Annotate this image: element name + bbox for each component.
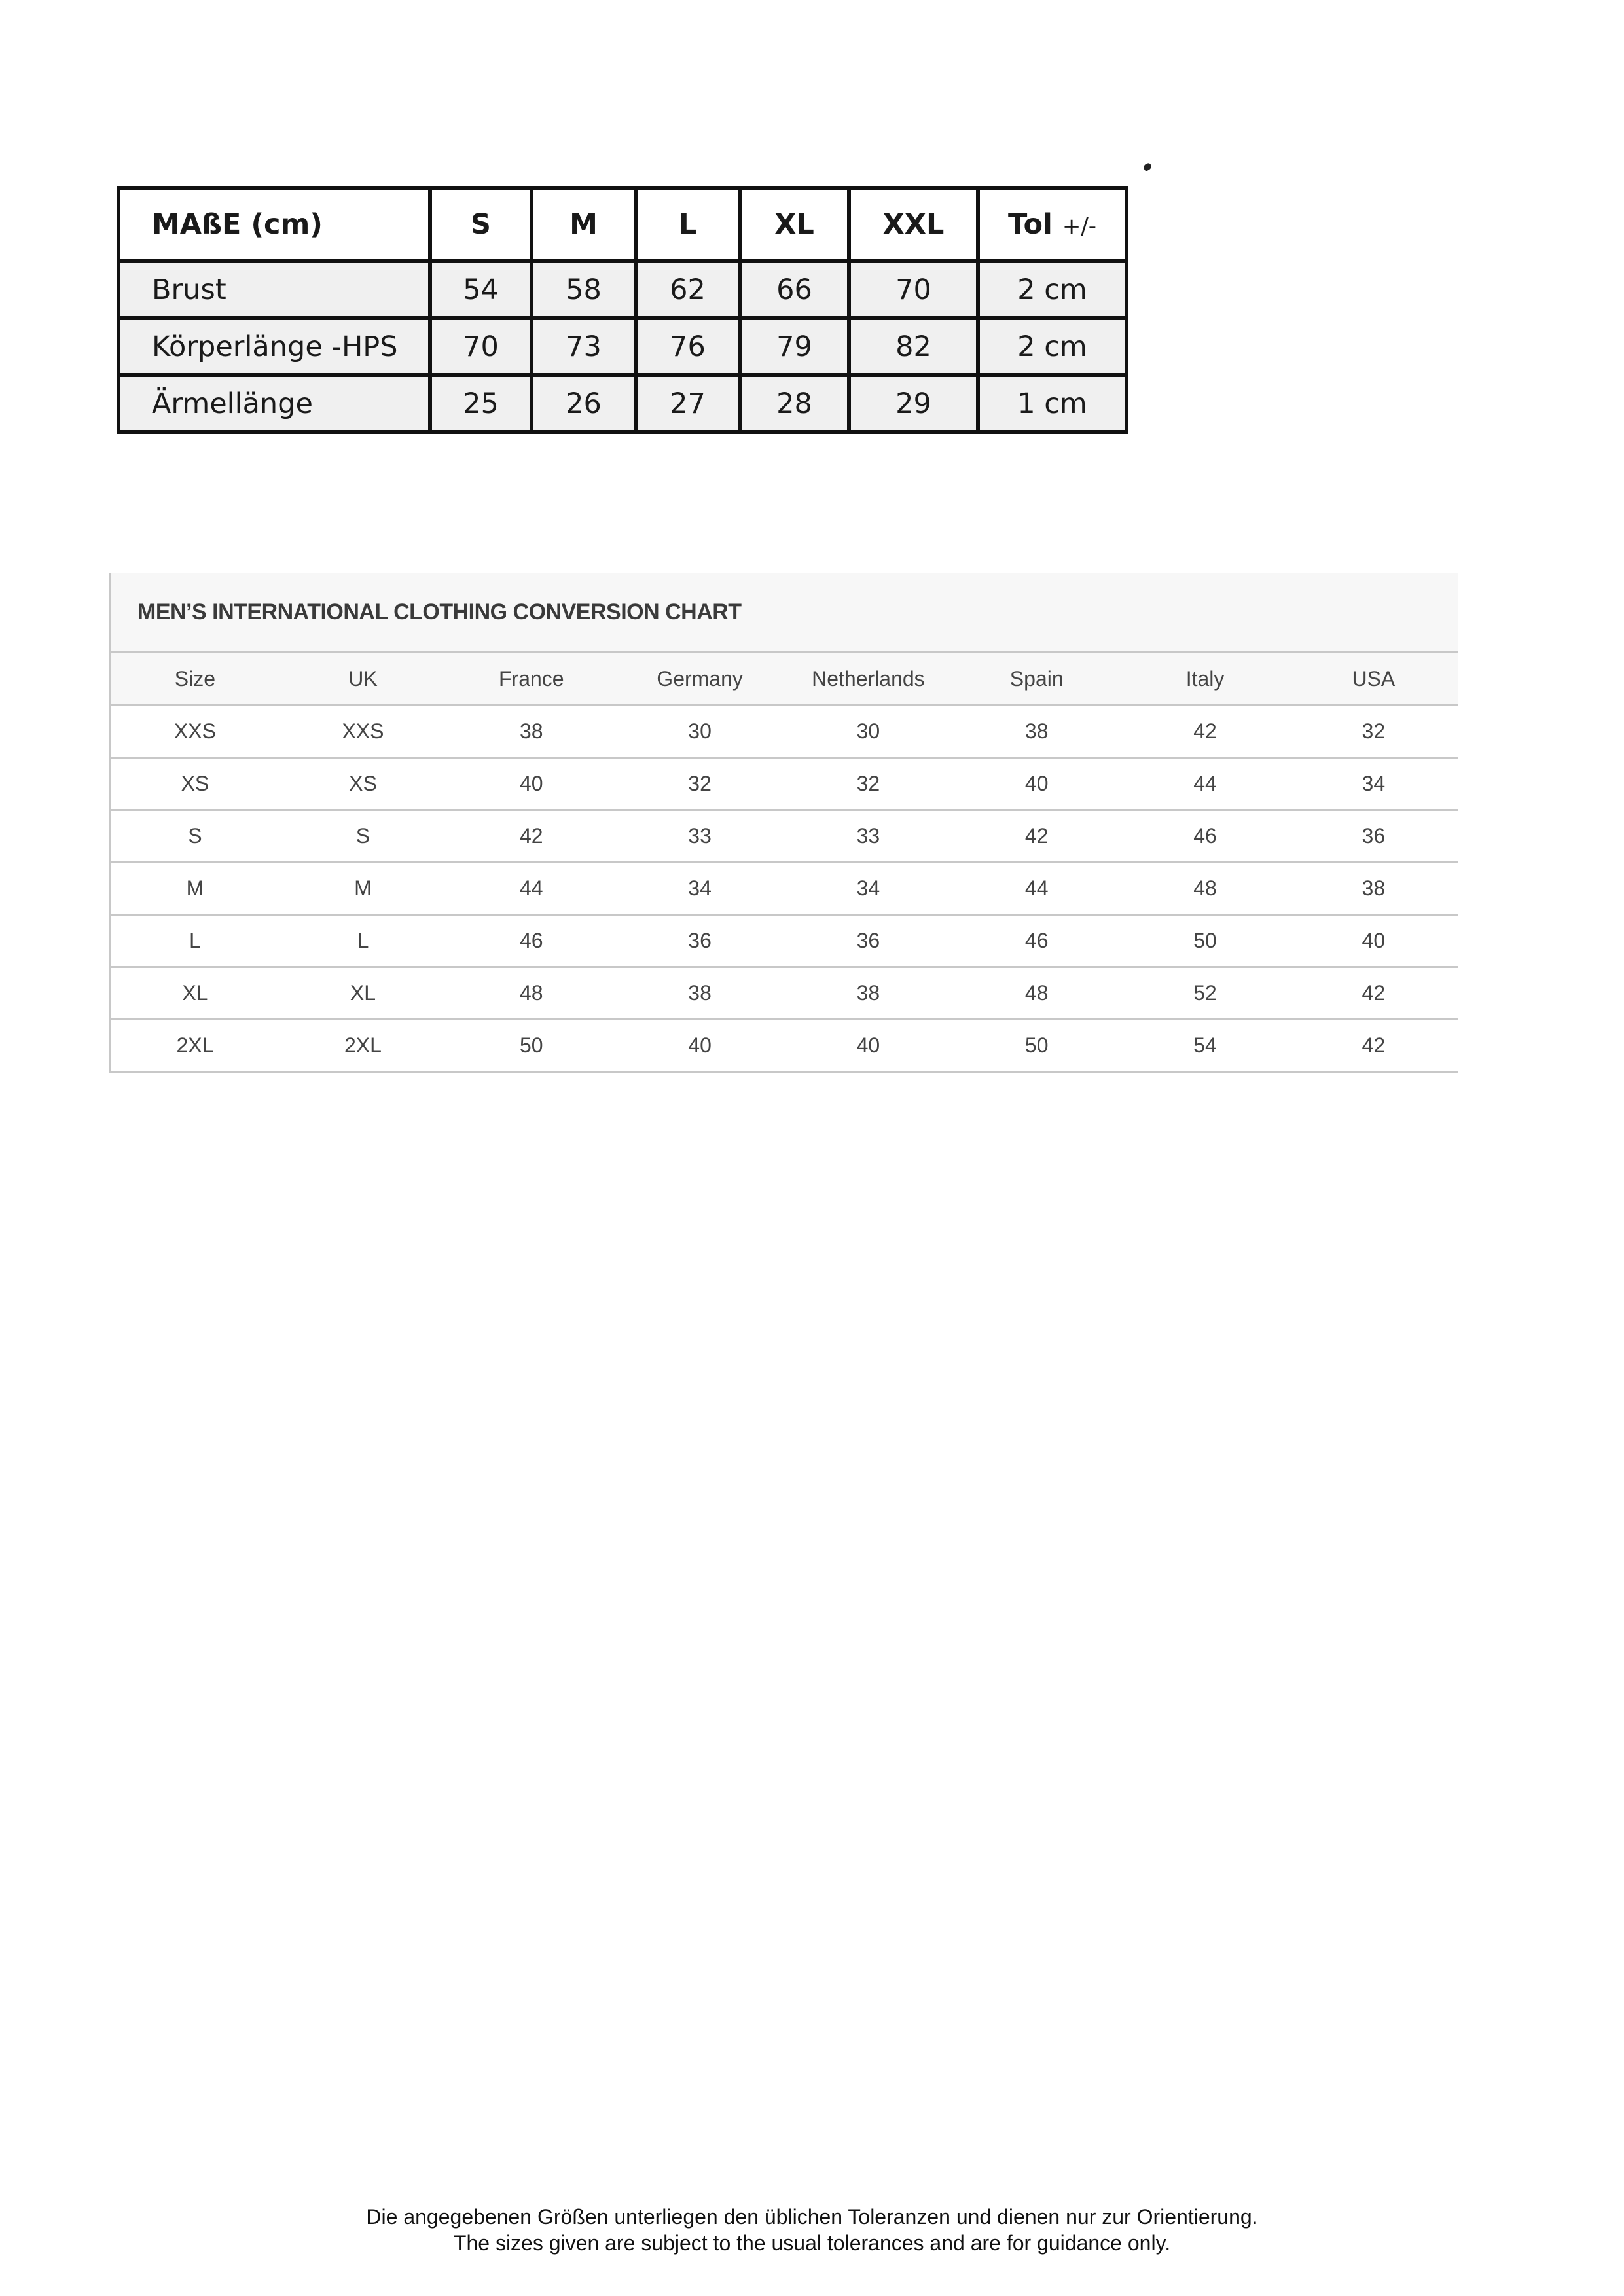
conversion-header-cell: UK — [279, 653, 447, 706]
measure-row — [118, 375, 1127, 432]
conversion-cell: 36 — [1290, 810, 1458, 863]
measure-header-size-s: S — [430, 188, 532, 261]
conversion-header-cell: Netherlands — [784, 653, 952, 706]
conversion-cell: 40 — [784, 1020, 952, 1072]
conversion-cell: 38 — [447, 706, 615, 758]
measure-cell: 29 — [849, 375, 978, 432]
conversion-header-cell: Italy — [1121, 653, 1289, 706]
conversion-cell: XL — [279, 967, 447, 1020]
conversion-cell: XXS — [279, 706, 447, 758]
conversion-cell: 34 — [784, 863, 952, 915]
conversion-cell: 42 — [952, 810, 1121, 863]
measure-row — [118, 318, 1127, 375]
measure-row-label: Brust — [118, 261, 430, 318]
conversion-cell: 2XL — [111, 1020, 279, 1072]
conversion-cell: 48 — [447, 967, 615, 1020]
conversion-row — [111, 810, 1458, 863]
conversion-cell: 32 — [784, 758, 952, 810]
measure-cell: 76 — [636, 318, 740, 375]
measure-cell: 28 — [740, 375, 849, 432]
conversion-cell: 2XL — [279, 1020, 447, 1072]
conversion-cell: 44 — [1121, 758, 1289, 810]
measure-cell: 82 — [849, 318, 978, 375]
conversion-cell: 30 — [615, 706, 784, 758]
conversion-header-row — [111, 653, 1458, 706]
footer-note — [0, 2204, 1624, 2256]
measure-cell: 62 — [636, 261, 740, 318]
measure-header-label: MAßE (cm) — [118, 188, 430, 261]
measure-cell: 73 — [532, 318, 636, 375]
conversion-cell: 36 — [615, 915, 784, 967]
conversion-row — [111, 758, 1458, 810]
tolerance-suffix: +/- — [1062, 213, 1097, 240]
conversion-row — [111, 915, 1458, 967]
conversion-cell: 38 — [784, 967, 952, 1020]
conversion-header-cell: Germany — [615, 653, 784, 706]
conversion-cell: 48 — [952, 967, 1121, 1020]
conversion-header-cell: USA — [1290, 653, 1458, 706]
footer-line-en: The sizes given are subject to the usual tolerances and are for guidance only. — [453, 2231, 1171, 2255]
measure-cell: 66 — [740, 261, 849, 318]
measure-cell: 2 cm — [978, 261, 1127, 318]
conversion-cell: M — [111, 863, 279, 915]
measure-cell: 54 — [430, 261, 532, 318]
stray-mark — [1142, 162, 1152, 172]
conversion-cell: 40 — [615, 1020, 784, 1072]
conversion-table — [109, 653, 1458, 1073]
conversion-cell: XS — [279, 758, 447, 810]
measure-row-label: Ärmellänge — [118, 375, 430, 432]
conversion-cell: 34 — [1290, 758, 1458, 810]
measure-cell: 25 — [430, 375, 532, 432]
measure-header-row — [118, 188, 1127, 261]
measure-header-size-xxl: XXL — [849, 188, 978, 261]
conversion-chart — [109, 573, 1458, 1073]
conversion-cell: 32 — [1290, 706, 1458, 758]
measure-header-tolerance — [978, 188, 1127, 261]
conversion-cell: 48 — [1121, 863, 1289, 915]
size-measurement-table — [117, 186, 1128, 434]
footer-line-de: Die angegebenen Größen unterliegen den üblichen Toleranzen und dienen nur zur Orientierung. — [366, 2205, 1258, 2229]
conversion-cell: 46 — [447, 915, 615, 967]
measure-cell: 1 cm — [978, 375, 1127, 432]
conversion-row — [111, 706, 1458, 758]
conversion-cell: 40 — [447, 758, 615, 810]
conversion-cell: 38 — [1290, 863, 1458, 915]
conversion-cell: 40 — [952, 758, 1121, 810]
measure-cell: 26 — [532, 375, 636, 432]
conversion-cell: 52 — [1121, 967, 1289, 1020]
conversion-cell: M — [279, 863, 447, 915]
measure-cell: 70 — [849, 261, 978, 318]
conversion-row — [111, 967, 1458, 1020]
conversion-cell: 33 — [784, 810, 952, 863]
conversion-cell: L — [111, 915, 279, 967]
conversion-cell: 42 — [1290, 1020, 1458, 1072]
measure-header-size-xl: XL — [740, 188, 849, 261]
conversion-cell: 32 — [615, 758, 784, 810]
conversion-cell: XL — [111, 967, 279, 1020]
conversion-header-cell: France — [447, 653, 615, 706]
conversion-cell: S — [279, 810, 447, 863]
conversion-cell: 42 — [447, 810, 615, 863]
measure-header-size-l: L — [636, 188, 740, 261]
measure-cell: 2 cm — [978, 318, 1127, 375]
conversion-cell: 36 — [784, 915, 952, 967]
conversion-cell: 38 — [952, 706, 1121, 758]
conversion-cell: 50 — [1121, 915, 1289, 967]
conversion-title-bar — [109, 573, 1458, 653]
conversion-cell: 42 — [1121, 706, 1289, 758]
conversion-header-cell: Size — [111, 653, 279, 706]
conversion-cell: 38 — [615, 967, 784, 1020]
tolerance-label: Tol — [1007, 208, 1053, 241]
conversion-cell: 46 — [952, 915, 1121, 967]
conversion-cell: S — [111, 810, 279, 863]
conversion-row — [111, 1020, 1458, 1072]
conversion-cell: 33 — [615, 810, 784, 863]
conversion-cell: 42 — [1290, 967, 1458, 1020]
conversion-row — [111, 863, 1458, 915]
conversion-cell: XS — [111, 758, 279, 810]
conversion-cell: 46 — [1121, 810, 1289, 863]
measure-cell: 70 — [430, 318, 532, 375]
conversion-cell: 34 — [615, 863, 784, 915]
measure-header-size-m: M — [532, 188, 636, 261]
measure-cell: 79 — [740, 318, 849, 375]
conversion-cell: XXS — [111, 706, 279, 758]
measure-row-label: Körperlänge -HPS — [118, 318, 430, 375]
conversion-cell: 30 — [784, 706, 952, 758]
measure-cell: 58 — [532, 261, 636, 318]
conversion-cell: 40 — [1290, 915, 1458, 967]
conversion-cell: 54 — [1121, 1020, 1289, 1072]
conversion-cell: 50 — [447, 1020, 615, 1072]
conversion-cell: 50 — [952, 1020, 1121, 1072]
conversion-cell: 44 — [952, 863, 1121, 915]
conversion-cell: L — [279, 915, 447, 967]
conversion-cell: 44 — [447, 863, 615, 915]
measure-cell: 27 — [636, 375, 740, 432]
measure-row — [118, 261, 1127, 318]
conversion-title: MEN’S INTERNATIONAL CLOTHING CONVERSION CHART — [137, 600, 742, 624]
conversion-header-cell: Spain — [952, 653, 1121, 706]
